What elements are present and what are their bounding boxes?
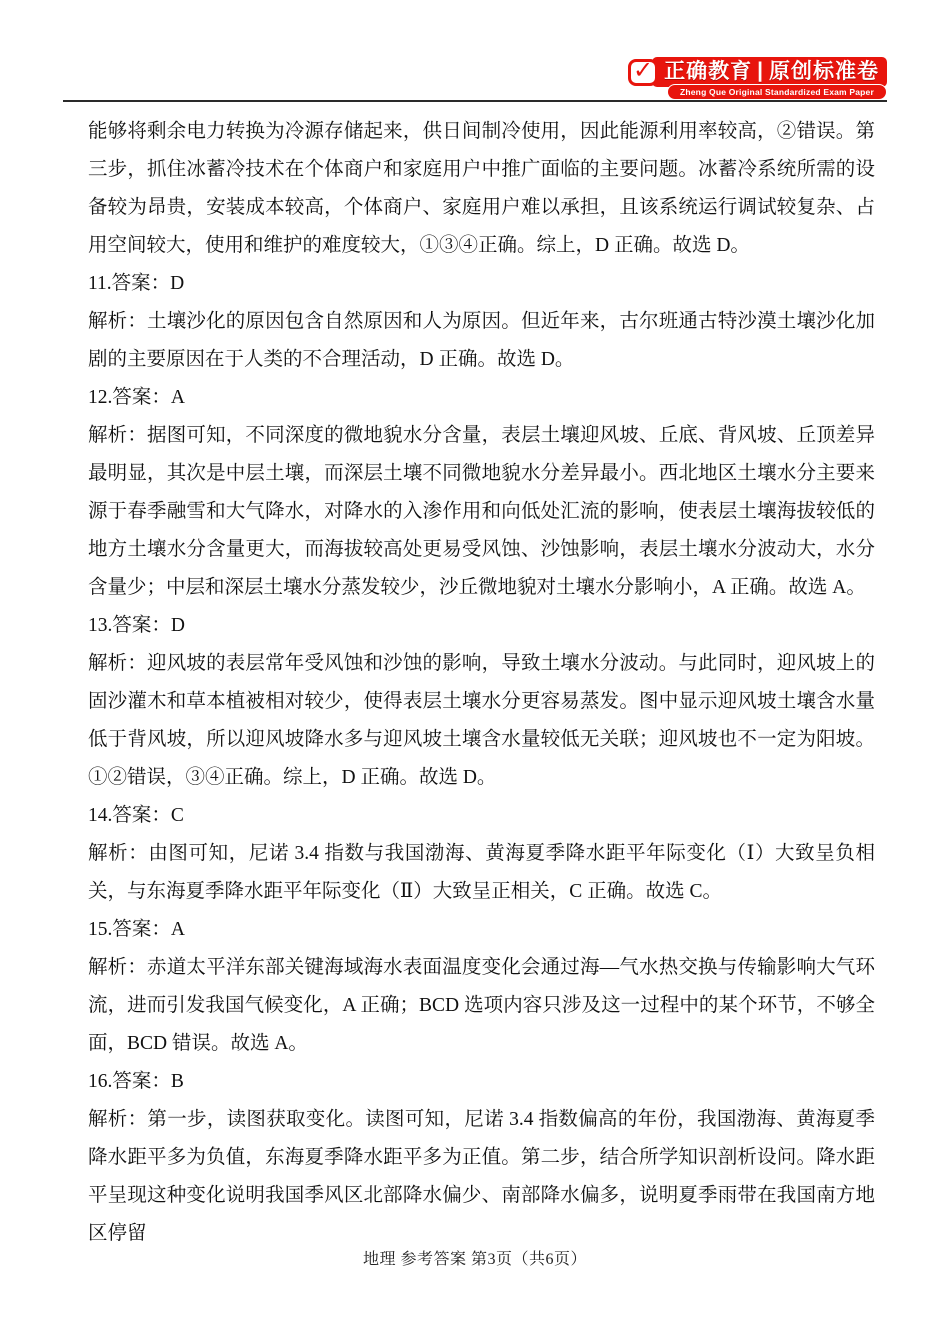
answer-11: 11.答案：D — [88, 273, 185, 294]
answer-16: 16.答案：B — [88, 1071, 184, 1092]
brand-title-divider: | — [757, 59, 764, 82]
answer-15: 15.答案：A — [88, 919, 185, 940]
brand-title-left: 正确教育 — [664, 60, 753, 83]
answer-14: 14.答案：C — [88, 805, 184, 826]
brand-logo-banner — [628, 57, 887, 87]
explanation-16: 解析：第一步，读图获取变化。读图可知，尼诺 3.4 指数偏高的年份，我国渤海、黄海夏季降水距平多为负值，东海夏季降水距平多为正值。第二步，结合所学知识剖析设问。降水距平呈现这种变化说明我国季风区北部降水偏少、南部降水偏多，说明夏季雨带在我国南方地区停留 — [88, 1109, 875, 1244]
checkmark-icon: ✓ — [628, 59, 658, 86]
explanation-11: 解析：土壤沙化的原因包含自然原因和人为原因。但近年来，古尔班通古特沙漠土壤沙化加剧的主要原因在于人类的不合理活动，D 正确。故选 D。 — [88, 311, 875, 370]
explanation-continuation-10: 能够将剩余电力转换为冷源存储起来，供日间制冷使用，因此能源利用率较高，②错误。第三步，抓住冰蓄冷技术在个体商户和家庭用户中推广面临的主要问题。冰蓄冷系统所需的设备较为昂贵，安装成本较高，个体商户、家庭用户难以承担，且该系统运行调试较复杂、占用空间较大，使用和维护的难度较大，①③④正确。综上，D 正确。故选 D。 — [88, 121, 875, 256]
explanation-14: 解析：由图可知，尼诺 3.4 指数与我国渤海、黄海夏季降水距平年际变化（Ⅰ）大致呈负相关，与东海夏季降水距平年际变化（Ⅱ）大致呈正相关，C 正确。故选 C。 — [88, 843, 875, 902]
brand-title — [652, 57, 887, 87]
page-footer: 地理 参考答案 第3页（共6页） — [362, 1251, 587, 1268]
explanation-15: 解析：赤道太平洋东部关键海域海水表面温度变化会通过海—气水热交换与传输影响大气环流，进而引发我国气候变化，A 正确；BCD 选项内容只涉及这一过程中的某个环节，不够全面，BCD 错误。故选 A。 — [88, 957, 875, 1054]
explanation-12: 解析：据图可知，不同深度的微地貌水分含量，表层土壤迎风坡、丘底、背风坡、丘顶差异最明显，其次是中层土壤，而深层土壤不同微地貌水分差异最小。西北地区土壤水分主要来源于春季融雪和大气降水，对降水的入渗作用和向低处汇流的影响，使表层土壤海拔较低的地方土壤水分含量更大，而海拔较高处更易受风蚀、沙蚀影响，表层土壤水分波动大，水分含量少；中层和深层土壤水分蒸发较少，沙丘微地貌对土壤水分影响小，A 正确。故选 A。 — [88, 425, 875, 598]
brand-logo — [628, 57, 887, 100]
header-divider — [63, 100, 887, 102]
brand-subtitle: Zheng Que Original Standardized Exam Paper — [667, 84, 887, 100]
answer-content — [88, 113, 875, 1253]
brand-title-right: 原创标准卷 — [769, 60, 879, 83]
answer-12: 12.答案：A — [88, 387, 185, 408]
answer-13: 13.答案：D — [88, 615, 185, 636]
explanation-13: 解析：迎风坡的表层常年受风蚀和沙蚀的影响，导致土壤水分波动。与此同时，迎风坡上的固沙灌木和草本植被相对较少，使得表层土壤水分更容易蒸发。图中显示迎风坡土壤含水量低于背风坡，所以迎风坡降水多与迎风坡土壤含水量较低无关联；迎风坡也不一定为阳坡。①②错误，③④正确。综上，D 正确。故选 D。 — [88, 653, 875, 788]
